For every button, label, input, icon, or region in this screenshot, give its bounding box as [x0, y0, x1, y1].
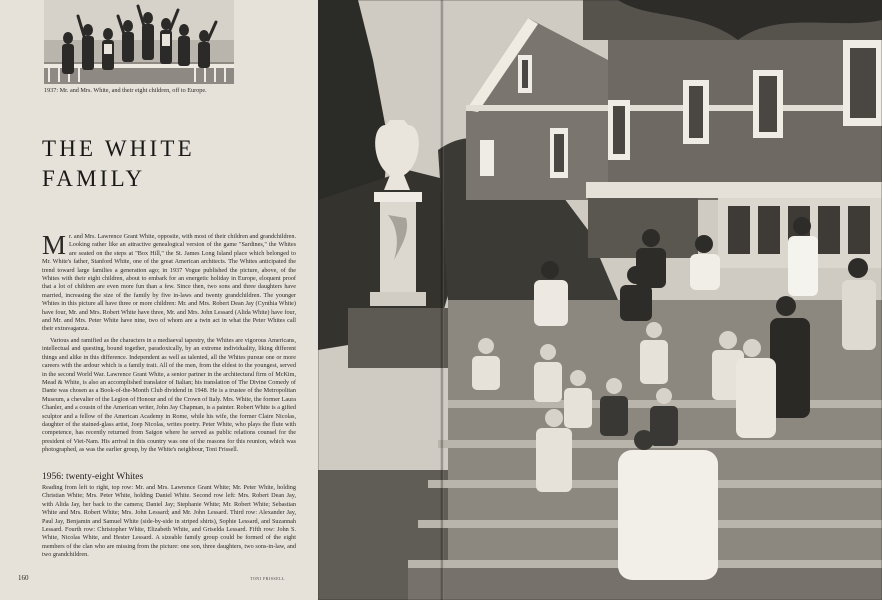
article-body [42, 230, 296, 458]
1937-family-photo [44, 0, 234, 84]
photo-credit: TONI FRISSELL [250, 576, 285, 581]
drop-cap: M [42, 230, 67, 260]
left-page [0, 0, 318, 600]
page-title [42, 134, 292, 194]
page-gutter [440, 0, 444, 600]
article-paragraph [42, 230, 296, 334]
article-paragraph-1-text: r. and Mrs. Lawrence Grant White, opposite, with most of their children and grandchildren. Looking rather like an attractive genealogical version of the game "Sardines," the Whites are seated on the steps at "Box Hill," the St. James Long Island place which belonged to Mr. White's father, Stanford White, one of the great American architects. The Whites anticipated the trend toward large families a generation ago; in 1937 Vogue published the picture, above, of the Whites with their eight children, about to embark for an energetic holiday in Europe, eloquent proof that a lot of children are even more fun than a few. Since then, two sons and three daughters have married, increasing the size of the family by five in-laws and twenty grandchildren. The younger Whites in this picture all have three or more children: Mr. and Mrs. Robert Dean Jay (Cynthia White) have four, Mr. and Mrs. Robert White have three, Mr. and Mrs. John Lessard (Alida White) have four, and Mr. and Mrs. Peter White have nine, two of whom are a twin act in what the Peter Whites call their extravaganza. [42, 233, 296, 333]
title-line-2: FAMILY [42, 166, 146, 191]
title-line-1: THE WHITE [42, 136, 195, 161]
group-photo-caption: Reading from left to right, top row: Mr. and Mrs. Lawrence Grant White; Mr. Peter White, holding Christian White; Mrs. Peter White, holding Daniel White. Second row left: Mrs. Robert Dean Jay, with Alida Jay, her back to the camera; Daniel Jay; Stephanie White; Mr. Robert White; Sebastian White and Mrs. Robert White; Mrs. John Lessard; and Mr. John Lessard. Third row: Alexander Jay, Paul Jay, Benjamin and Samuel White (side-by-side in striped shirts), Sophie Lessard, and Suzannah Lessard. Fourth row: Christopher White, Elizabeth White, and Griselda Lessard. Fifth row: John S. White, Nicolas White, and Hester Lessard. A sizeable family group could be formed of the eight members of the clan who are missing from the picture: one son, three daughters, two sons-in-law, and two grandchildren. [42, 484, 296, 559]
family-group-photo [318, 0, 882, 600]
section-subhead: 1956: twenty-eight Whites [42, 472, 144, 482]
article-paragraph-2: Various and ramified as the characters in a mediaeval tapestry, the Whites are vigorous Americans, intellectual and questing, bound together, paradoxically, by an extreme individuality, liking different things and alike in this difference. Independent as well as talented, all the Whites pursue one or more careers with the ardour which is a family trait. All of the men, from the eldest to the youngest, served in the second World War. Lawrence Grant White, a senior partner in the architectural firm of McKim, Mead & White, is also an accomplished translator of Italian; his translation of The Divine Comedy of Dante was chosen as a Book-of-the-Month Club dividend in 1948. He is a trustee of the Metropolitan Museum, a chevalier of the Legion of Honour and of the Crown of Italy. Mrs. White, the former Laura Chanler, and a cousin of the American writer, John Jay Chapman, is a painter. Robert White is a gifted sculptor and a fellow of the American Academy in Rome, while his wife, the former Claire Nicolas, daughter of the stained-glass artist, Joep Nicolas, writes poetry. Peter White, who plays the flute with competence, has recently returned from Saigon where he served as public relations counsel for the president of Viet-Nam. His arrival in this country was one of the reasons for this reunion, which was photographed, as was the earlier group, by the White's neighbour, Toni Frissell. [42, 336, 296, 454]
top-photo-caption: 1937: Mr. and Mrs. White, and their eight children, off to Europe. [44, 87, 207, 94]
page-number: 160 [18, 574, 29, 582]
